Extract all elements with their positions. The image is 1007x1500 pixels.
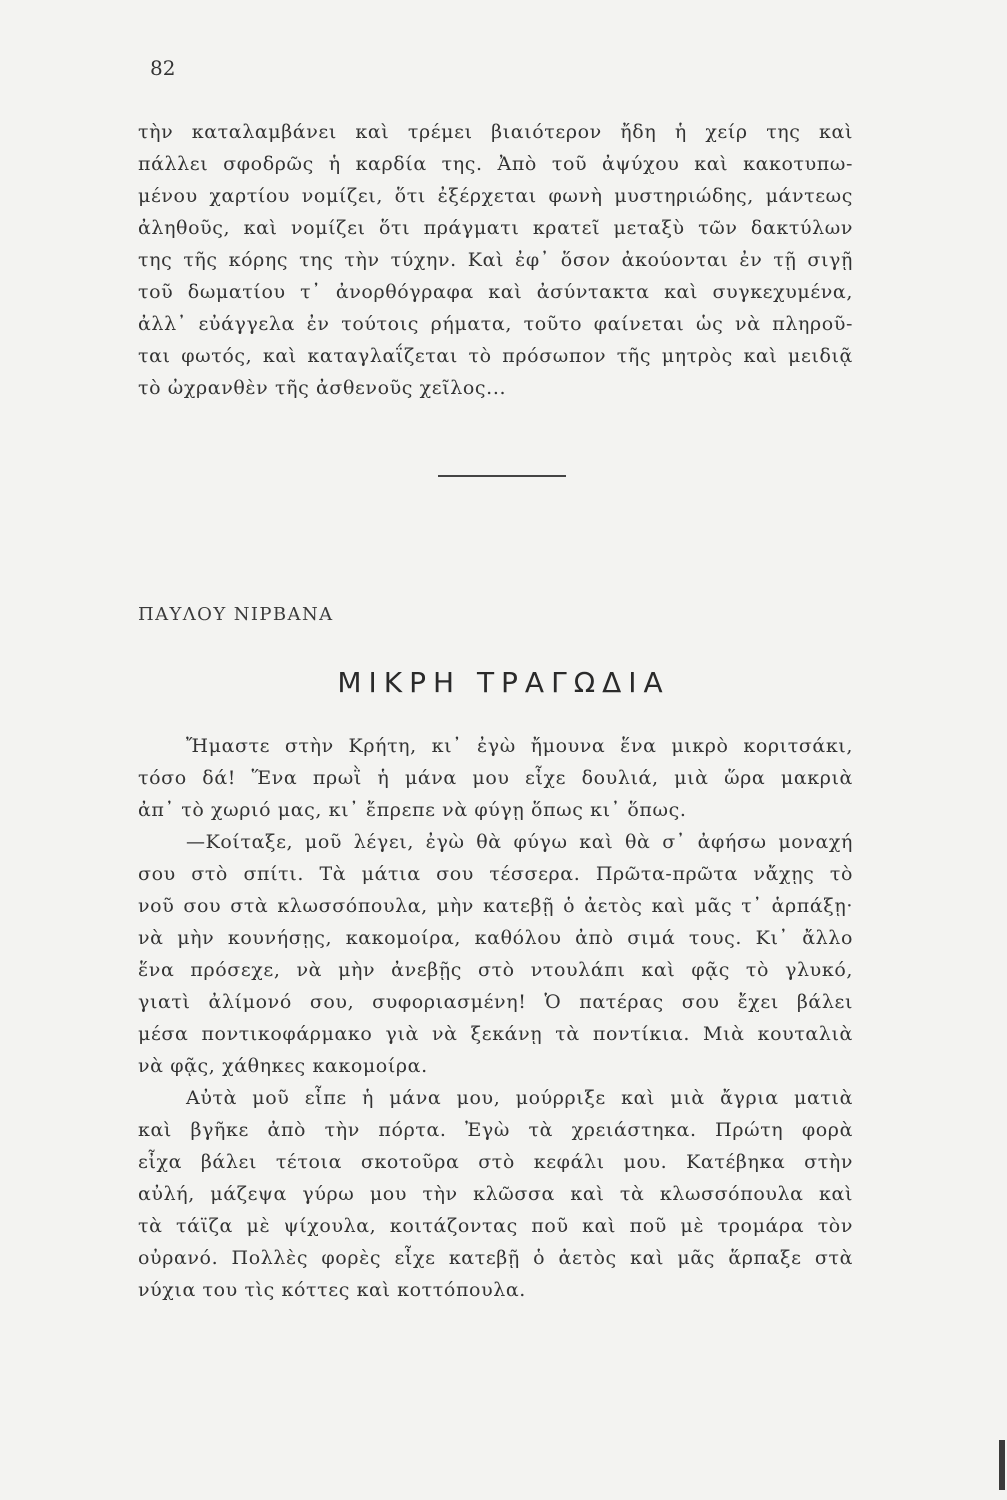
text-line: τὸ ὠχρανθὲν τῆς ἀσθενοῦς χεῖλος... (138, 377, 507, 399)
text-line: γιατὶ ἀλίμονό σου, συφοριασμένη! Ὁ πατέρας σου ἔχει βάλει (138, 991, 853, 1013)
text-line: εἶχα βάλει τέτοια σκοτοῦρα στὸ κεφάλι μου. Κατέβηκα στὴν (138, 1151, 853, 1173)
text-line: πάλλει σφοδρῶς ἡ καρδία της. Ἀπὸ τοῦ ἀψύχου καὶ κακοτυπω- (138, 153, 853, 175)
text-line: της τῆς κόρης της τὴν τύχην. Καὶ ἐφ᾽ ὅσον ἀκούονται ἐν τῇ σιγῇ (138, 249, 853, 271)
paragraph (138, 730, 853, 826)
text-line: τόσο δά! Ἕνα πρωῒ ἡ μάνα μου εἶχε δουλιά, μιὰ ὥρα μακριὰ (138, 767, 853, 789)
text-line: αὐλή, μάζεψα γύρω μου τὴν κλῶσσα καὶ τὰ κλωσσόπουλα καὶ (138, 1183, 853, 1205)
text-line: ται φωτός, καὶ καταγλαΐζεται τὸ πρόσωπον τῆς μητρὸς καὶ μειδιᾷ (138, 345, 853, 367)
text-line: Ἤμαστε στὴν Κρήτη, κι᾽ ἐγὼ ἤμουνα ἕνα μικρὸ κοριτσάκι, (186, 735, 853, 757)
text-line: νὰ φᾷς, χάθηκες κακομοίρα. (138, 1055, 428, 1077)
text-line: οὐρανό. Πολλὲς φορὲς εἶχε κατεβῇ ὁ ἀετὸς καὶ μᾶς ἅρπαξε στὰ (138, 1247, 853, 1269)
text-line: ἕνα πρόσεχε, νὰ μὴν ἀνεβῇς στὸ ντουλάπι καὶ φᾷς τὸ γλυκό, (138, 959, 853, 981)
author-name: ΠΑΥΛΟΥ ΝΙΡΒΑΝΑ (138, 604, 334, 625)
text-line: νὰ μὴν κουνήσῃς, κακομοίρα, καθόλου ἀπὸ σιμά τους. Κι᾽ ἄλλο (138, 927, 853, 949)
paragraph (138, 826, 853, 1082)
paragraph (138, 116, 853, 404)
page-number: 82 (150, 56, 176, 80)
previous-story-ending (138, 116, 853, 404)
text-line: Αὐτὰ μοῦ εἶπε ἡ μάνα μου, μούρριξε καὶ μιὰ ἄγρια ματιὰ (186, 1087, 853, 1109)
text-line: τοῦ δωματίου τ᾽ ἀνορθόγραφα καὶ ἀσύντακτα καὶ συγκεχυμένα, (138, 281, 853, 303)
section-divider (438, 475, 566, 477)
text-line: νύχια του τὶς κόττες καὶ κοττόπουλα. (138, 1279, 526, 1301)
text-line: μένου χαρτίου νομίζει, ὅτι ἐξέρχεται φωνὴ μυστηριώδης, μάντεως (138, 185, 853, 207)
story-title: ΜΙΚΡΗ ΤΡΑΓΩΔΙΑ (337, 666, 670, 699)
text-line: νοῦ σου στὰ κλωσσόπουλα, μὴν κατεβῇ ὁ ἀετὸς καὶ μᾶς τ᾽ ἁρπάξῃ· (138, 895, 853, 917)
text-line: μέσα ποντικοφάρμακο γιὰ νὰ ξεκάνῃ τὰ ποντίκια. Μιὰ κουταλιὰ (138, 1023, 853, 1045)
paragraph (138, 1082, 853, 1306)
text-line: ἀπ᾽ τὸ χωριό μας, κι᾽ ἔπρεπε νὰ φύγῃ ὅπως κι᾽ ὅπως. (138, 799, 687, 821)
text-line: καὶ βγῆκε ἀπὸ τὴν πόρτα. Ἐγὼ τὰ χρειάστηκα. Πρώτη φορὰ (138, 1119, 853, 1141)
text-line: τὴν καταλαμβάνει καὶ τρέμει βιαιότερον ἤδη ἡ χείρ της καὶ (138, 121, 853, 143)
binding-edge-mark (999, 1440, 1005, 1490)
story-body (138, 730, 853, 1306)
text-line: τὰ τάϊζα μὲ ψίχουλα, κοιτάζοντας ποῦ καὶ ποῦ μὲ τρομάρα τὸν (138, 1215, 853, 1237)
text-line: ἀλλ᾽ εὐάγγελα ἐν τούτοις ρήματα, τοῦτο φαίνεται ὡς νὰ πληροῦ- (138, 313, 853, 335)
text-line: ἀληθοῦς, καὶ νομίζει ὅτι πράγματι κρατεῖ μεταξὺ τῶν δακτύλων (138, 217, 853, 239)
text-line: σου στὸ σπίτι. Τὰ μάτια σου τέσσερα. Πρῶτα-πρῶτα νἄχῃς τὸ (138, 863, 853, 885)
text-line: —Κοίταξε, μοῦ λέγει, ἐγὼ θὰ φύγω καὶ θὰ σ᾽ ἀφήσω μοναχή (186, 831, 853, 853)
